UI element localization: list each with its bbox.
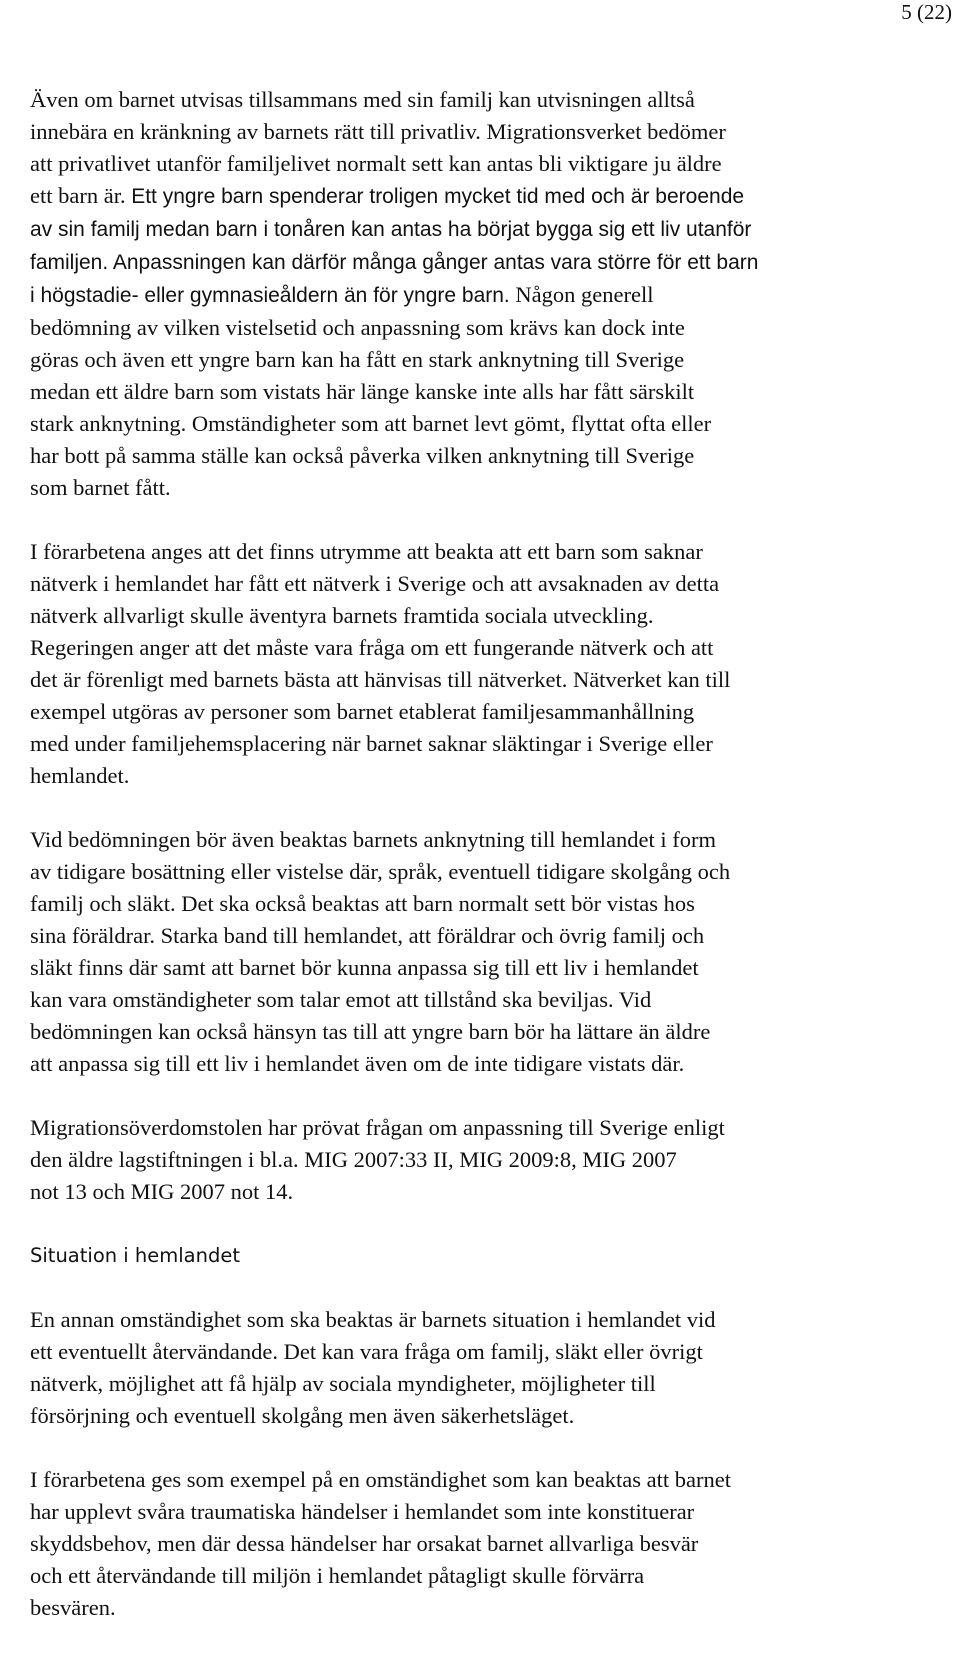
paragraph-situation-hemlandet: En annan omständighet som ska beaktas är barnets situation i hemlandet vid ett eventuellt återvändande. Det kan vara fråga om familj, släkt eller övrigt nätverk, möjlighet att få hjälp av sociala myndigheter, möjligheter till försörjning och eventuell skolgång men även säkerhetsläget. bbox=[30, 1307, 716, 1428]
paragraph-privatliv-intro: Även om barnet utvisas tillsammans med sin familj kan utvisningen alltså innebära en kränkning av barnets rätt till privatliv. Migrationsverket bedömer att privatlivet utanför familjelivet normalt sett kan antas bli viktigare ju äldre ett barn är. bbox=[30, 87, 726, 208]
paragraph-migrationsoverdomstolen: Migrationsöverdomstolen har prövat frågan om anpassning till Sverige enligt den äldre lagstiftningen i bl.a. MIG 2007:33 II, MIG 2009:8, MIG 2007 not 13 och MIG 2007 not 14. bbox=[30, 1115, 725, 1204]
paragraph-anknytning-hemlandet: Vid bedömningen bör även beaktas barnets anknytning till hemlandet i form av tidigare bosättning eller vistelse där, språk, eventuell tidigare skolgång och familj och släkt. Det ska också beaktas att barn normalt sett bör vistas hos sina föräldrar. Starka band till hemlandet, att föräldrar och övrig familj och släkt finns där samt att barnet bör kunna anpassa sig till ett liv i hemlandet kan vara omständigheter som talar emot att tillstånd ska beviljas. Vid bedömningen kan också hänsyn tas till att yngre barn bör ha lättare än äldre att anpassa sig till ett liv i hemlandet även om de inte tidigare vistats där. bbox=[30, 827, 731, 1076]
document-body bbox=[30, 84, 930, 1656]
paragraph-natverk: I förarbetena anges att det finns utrymme att beakta att ett barn som saknar nätverk i hemlandet har fått ett nätverk i Sverige och att avsaknaden av detta nätverk allvarligt skulle äventyra barnets framtida sociala utveckling. Regeringen anger att det måste vara fråga om ett fungerande nätverk och att det är förenligt med barnets bästa att hänvisas till nätverket. Nätverket kan till exempel utgöras av personer som barnet etablerat familjesammanhållning med under familjehemsplacering när barnet saknar släktingar i Sverige eller hemlandet. bbox=[30, 539, 731, 788]
paragraph-privatliv bbox=[30, 84, 930, 504]
page-number: 5 (22) bbox=[901, 0, 952, 24]
paragraph-traumatiska-handelser: I förarbetena ges som exempel på en omständighet som kan beaktas att barnet har upplevt svåra traumatiska händelser i hemlandet som inte konstituerar skyddsbehov, men där dessa händelser har orsakat barnet allvarliga besvär och ett återvändande till miljön i hemlandet påtagligt skulle förvärra besvären. bbox=[30, 1467, 732, 1620]
paragraph-privatliv-assessment: Någon generell bedömning av vilken vistelsetid och anpassning som krävs kan dock inte göras och även ett yngre barn kan ha fått en stark anknytning till Sverige medan ett äldre barn som vistats här länge kanske inte alls har fått särskilt stark anknytning. Omständigheter som att barnet levt gömt, flyttat ofta eller har bott på samma ställe kan också påverka vilken anknytning till Sverige som barnet fått. bbox=[30, 282, 712, 500]
paragraph-privatliv-age-comparison: Ett yngre barn spenderar troligen mycket tid med och är beroende av sin familj medan barn i tonåren kan antas ha börjat bygga sig ett liv utanför familjen. Anpassningen kan därför många gånger antas vara större för ett barn i högstadie- eller gymnasieåldern än för yngre barn. bbox=[30, 185, 759, 307]
section-heading: Situation i hemlandet bbox=[30, 1244, 241, 1267]
